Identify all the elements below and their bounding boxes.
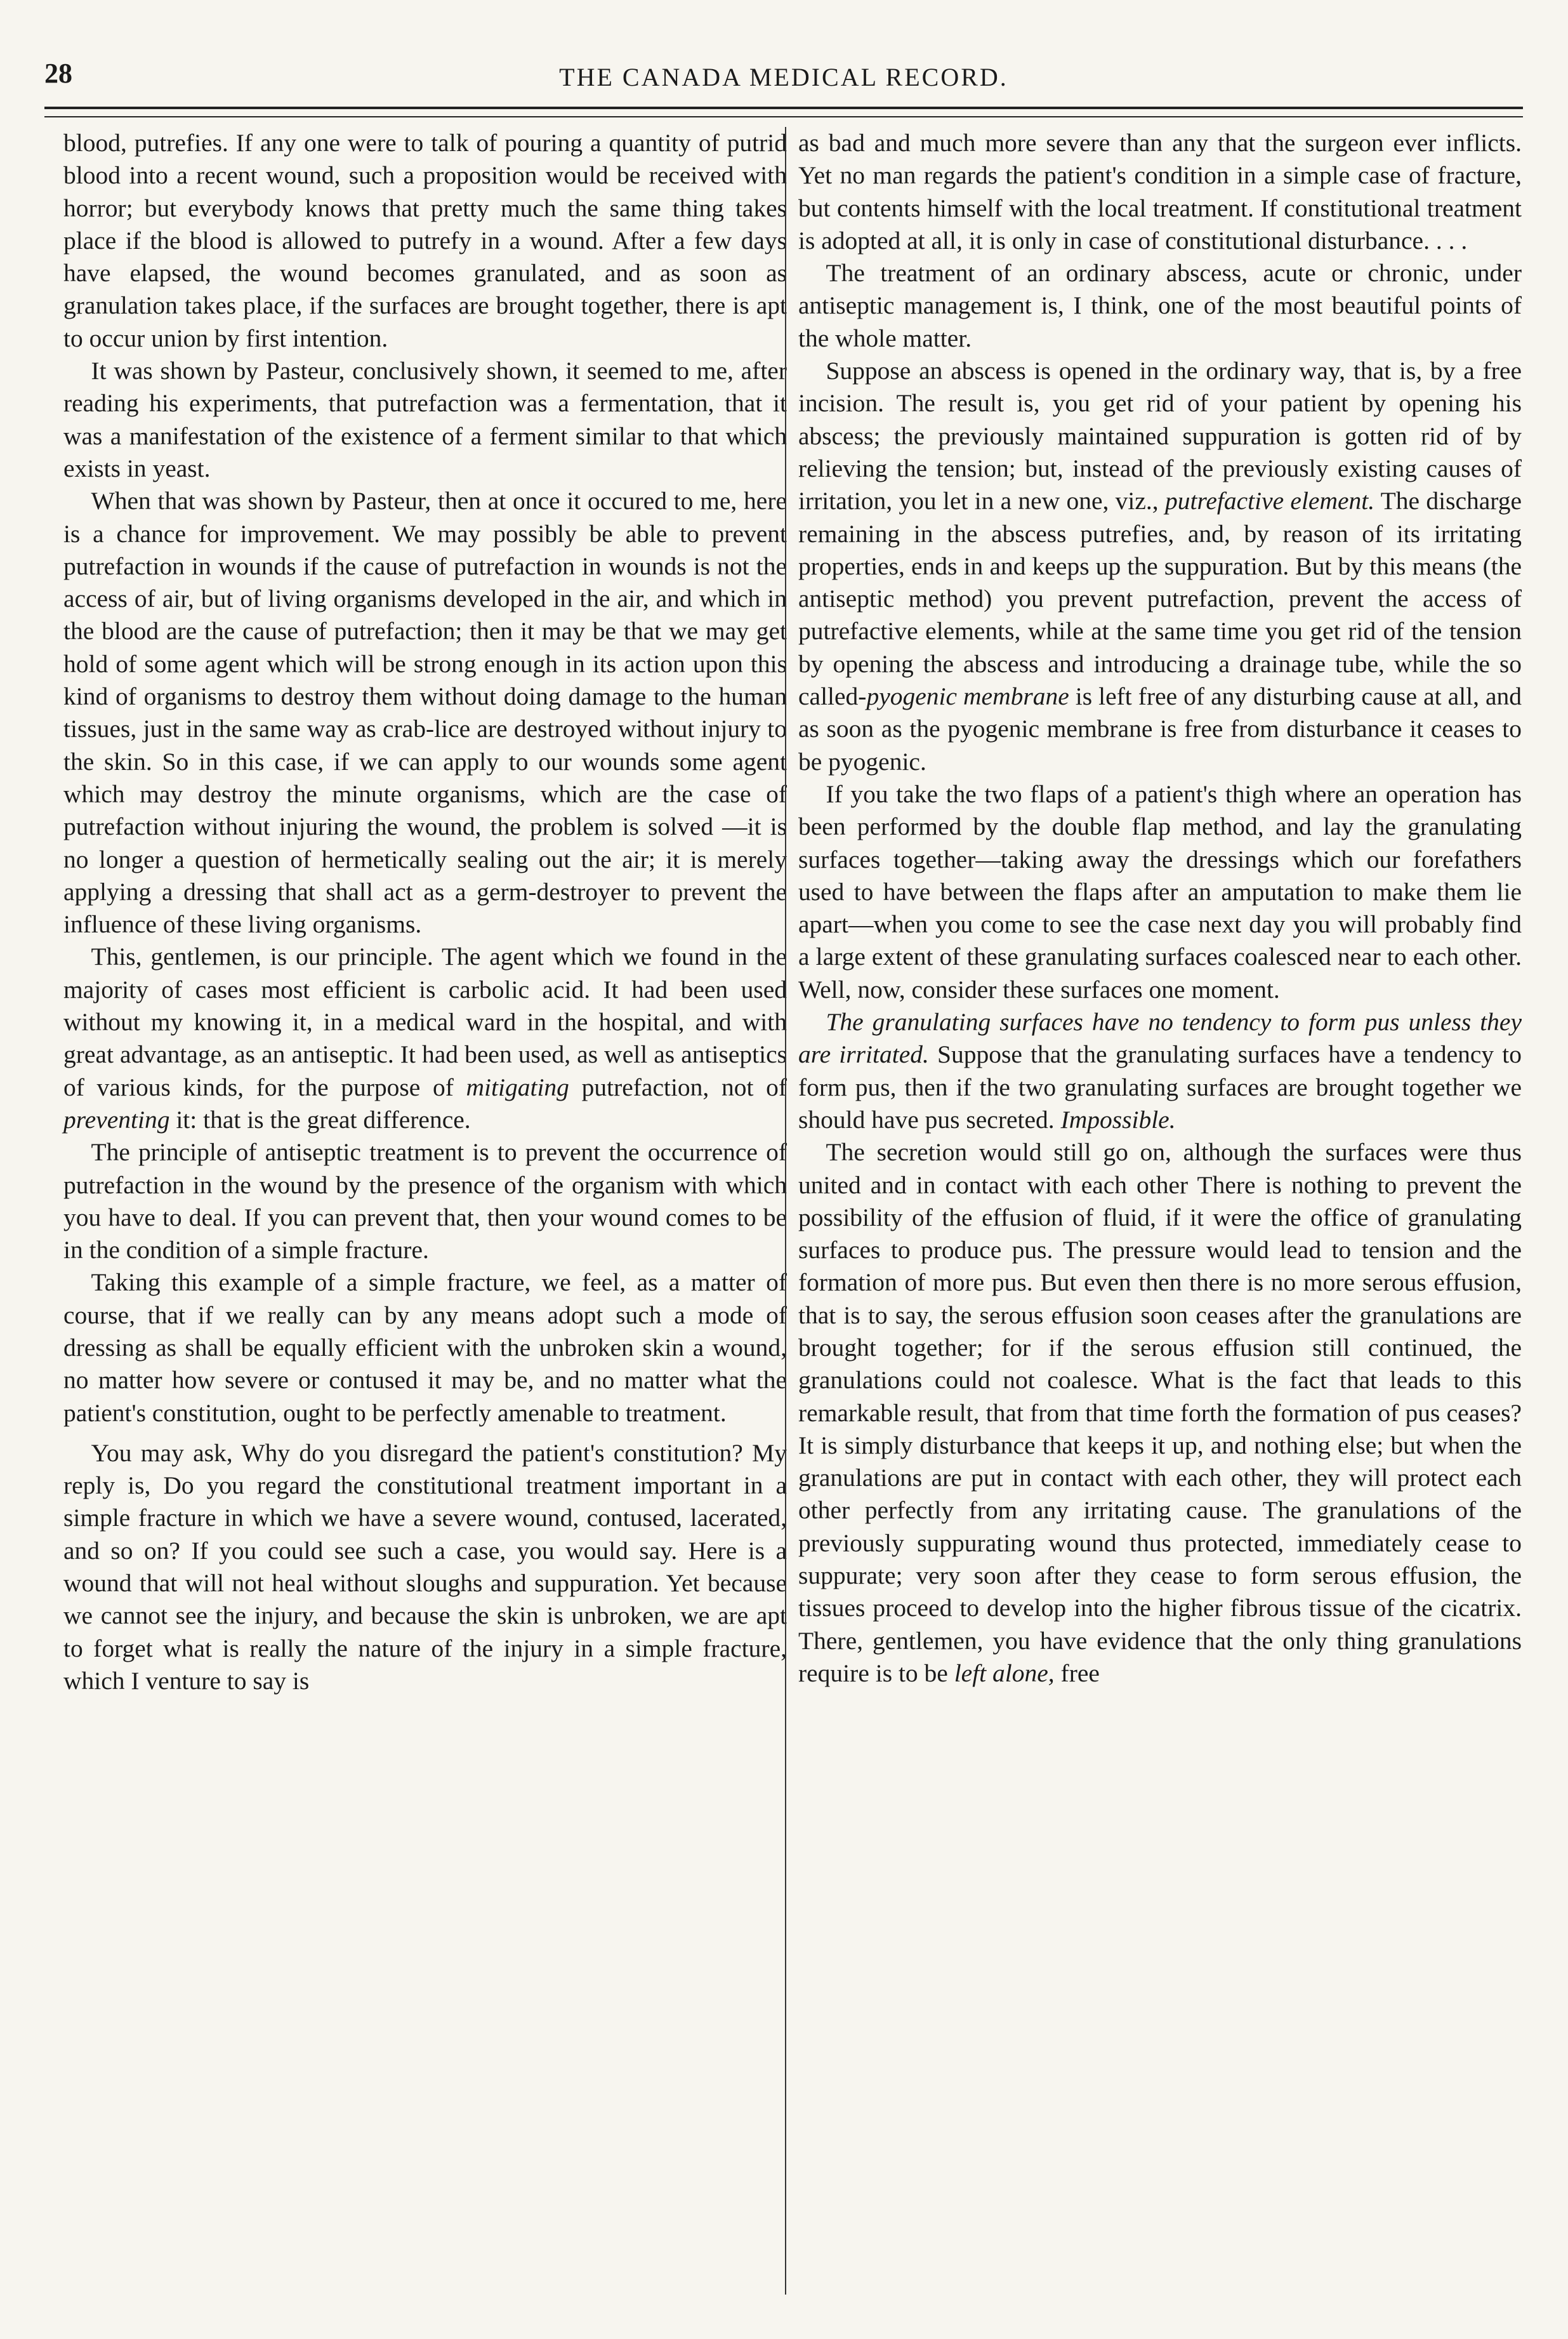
paragraph: as bad and much more severe than any that the surgeon ever inflicts. Yet no man regards the patient's condition in a simple case of fracture, but contents himself with the local treatment. If constitutional treatment is adopted at all, it is only in case of constitutional disturbance. . . . — [798, 129, 1522, 255]
paragraph: The treatment of an ordinary abscess, acute or chronic, under antiseptic management is, I think, one of the most beautiful points of the whole matter. — [798, 259, 1522, 352]
paragraph: The granulating surfaces have no tendency to form pus unless they are irritated. Suppose that the granulating surfaces have a tendency to form pus, then if the two granulating surfaces are brought together we should have pus secreted. Impossible. — [798, 1008, 1522, 1134]
right-column — [798, 127, 1522, 2301]
paragraph: You may ask, Why do you disregard the patient's constitution? My reply is, Do you regard the constitutional treatment important in a simple fracture in which we have a severe wound, contused, lacerated, and so on? If you could see such a case, you would say. Here is a wound that will not heal without sloughs and suppuration. Yet because we cannot see the injury, and because the skin is unbroken, we are apt to forget what is really the nature of the injury in a simple fracture, which I venture to say is — [63, 1438, 787, 1695]
paragraph: When that was shown by Pasteur, then at once it occured to me, here is a chance for improvement. We may possibly be able to prevent putrefaction in wounds if the cause of putrefaction in wounds is not the access of air, but of living organisms developed in the air, and which in the blood are the cause of putrefaction; then it may be that we may get hold of some agent which will be strong enough in its action upon this kind of organisms to destroy them without doing damage to the human tissues, just in the same way as crab-lice are destroyed without injury to the skin. So in this case, if we can apply to our wounds some agent which may destroy the minute organisms, which are the case of putrefaction without injuring the wound, the problem is solved —it is no longer a question of hermetically sealing out the air; it is merely applying a dressing that shall act as a germ-destroyer to prevent the influence of these living organisms. — [63, 487, 787, 939]
running-title: THE CANADA MEDICAL RECORD. — [559, 63, 1008, 91]
paragraph: The principle of antiseptic treatment is to prevent the occurrence of putrefaction in the wound by the presence of the organism with which you have to deal. If you can prevent that, then your wound comes to be in the condition of a simple fracture. — [63, 1138, 787, 1264]
left-column — [63, 127, 787, 2301]
paragraph: Suppose an abscess is opened in the ordinary way, that is, by a free incision. The result is, you get rid of your patient by opening his abscess; the previously maintained suppuration is gotten rid of by relieving the tension; but, instead of the previously existing causes of irritation, you let in a new one, viz., putrefactive element. The discharge remaining in the abscess putrefies, and, by reason of its irritating properties, ends in and keeps up the suppuration. But by this means (the antiseptic method) you prevent putrefaction, prevent the access of putrefactive elements, while at the same time you get rid of the tension by opening the abscess and introducing a drainage tube, while the so called-pyogenic membrane is left free of any disturbing cause at all, and as soon as the pyogenic membrane is free from disturbance it ceases to be pyogenic. — [798, 357, 1522, 776]
column-divider — [785, 127, 786, 2295]
paragraph: blood, putrefies. If any one were to talk of pouring a quantity of putrid blood into a recent wound, such a proposition would be received with horror; but everybody knows that pretty much the same thing takes place if the blood is allowed to putrefy in a wound. After a few days have elapsed, the wound becomes granulated, and as soon as granulation takes place, if the surfaces are brought together, there is apt to occur union by first intention. — [63, 129, 787, 352]
header-rule-thin — [44, 116, 1523, 117]
paragraph: The secretion would still go on, although the surfaces were thus united and in contact with each other There is nothing to prevent the possibility of the effusion of fluid, if it were the office of granulating surfaces to produce pus. The pressure would lead to tension and the formation of more pus. But even then there is no more serous effusion, that is to say, the serous effusion soon ceases after the granulations are brought together; for if the serous effusion still continued, the granulations could not coalesce. What is the fact that leads to this remarkable result, that from that time forth the formation of pus ceases? It is simply disturbance that keeps it up, and nothing else; but when the granulations are put in contact with each other, they will protect each other perfectly from any irritating cause. The granulations of the previously suppurating wound thus protected, immediately cease to suppurate; very soon after they cease to form serous effusion, the tissues proceed to develop into the higher fibrous tissue of the cicatrix. There, gentlemen, you have evidence that the only thing granulations require is to be left alone, free — [798, 1138, 1522, 1687]
paragraph: It was shown by Pasteur, conclusively shown, it seemed to me, after reading his experiments, that putrefaction was a fermentation, that it was a manifestation of the existence of a ferment similar to that which exists in yeast. — [63, 357, 787, 482]
paragraph: Taking this example of a simple fracture, we feel, as a matter of course, that if we really can by any means adopt such a mode of dressing as shall be equally efficient with the unbroken skin a wound, no matter how severe or contused it may be, and no matter what the patient's constitution, ought to be perfectly amenable to treatment. — [63, 1268, 787, 1427]
header-rule-thick — [44, 107, 1523, 109]
paragraph: If you take the two flaps of a patient's thigh where an operation has been performed by the double flap method, and lay the granulating surfaces together—taking away the dressings which our forefathers used to have between the flaps after an amputation to make them lie apart—when you come to see the case next day you will probably find a large extent of these granulating surfaces coalesced near to each other. Well, now, consider these surfaces one moment. — [798, 779, 1522, 1004]
paragraph: This, gentlemen, is our principle. The agent which we found in the majority of cases most efficient is carbolic acid. It had been used without my knowing it, in a medical ward in the hospital, and with great advantage, as an antiseptic. It had been used, as well as antiseptics of various kinds, for the purpose of mitigating putrefaction, not of preventing it: that is the great difference. — [63, 943, 787, 1134]
page-number: 28 — [44, 58, 72, 89]
page-header — [44, 44, 1523, 102]
